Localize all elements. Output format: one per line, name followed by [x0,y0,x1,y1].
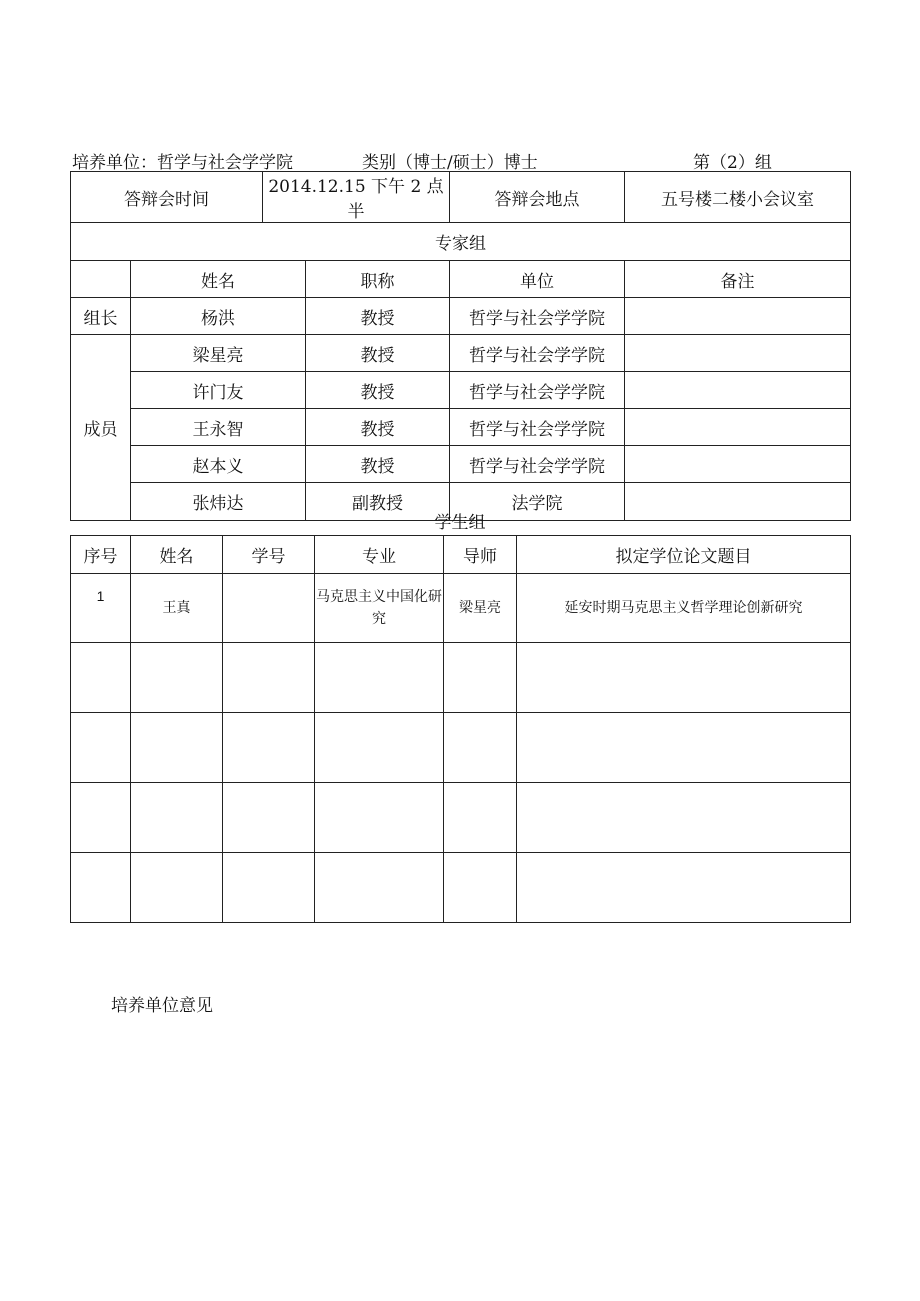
student-col-name: 姓名 [131,536,223,574]
group-label: 第（2）组 [693,153,772,173]
unit-line [72,148,293,173]
student-id [223,574,315,643]
empty-cell [223,853,315,923]
student-row [71,574,851,643]
empty-cell [444,643,517,713]
expert-title: 教授 [306,335,450,372]
student-row-empty [71,783,851,853]
student-col-no: 序号 [71,536,131,574]
expert-note [625,446,851,483]
expert-group-title: 专家组 [71,223,851,261]
expert-title: 教授 [306,409,450,446]
student-no: 1 [71,574,131,643]
student-name: 王真 [131,574,223,643]
expert-note [625,335,851,372]
defense-row [71,172,851,223]
empty-cell [71,713,131,783]
student-row-empty [71,853,851,923]
empty-cell [223,713,315,783]
empty-cell [444,713,517,783]
empty-cell [444,853,517,923]
expert-member-row [71,409,851,446]
expert-col-note: 备注 [625,261,851,298]
empty-cell [223,643,315,713]
student-advisor: 梁星亮 [444,574,517,643]
empty-cell [517,783,851,853]
student-col-id: 学号 [223,536,315,574]
expert-leader-row [71,298,851,335]
expert-name: 张炜达 [131,483,306,521]
expert-col-name: 姓名 [131,261,306,298]
empty-cell [517,853,851,923]
category-line [362,148,538,173]
empty-cell [131,643,223,713]
expert-unit: 哲学与社会学学院 [450,446,625,483]
unit-label: 培养单位： [72,153,157,173]
expert-member-row [71,372,851,409]
expert-note [625,409,851,446]
empty-cell [315,643,444,713]
student-header-row [71,536,851,574]
unit-value: 哲学与社会学学院 [157,153,293,173]
empty-cell [131,853,223,923]
expert-table [70,171,851,521]
student-col-major: 专业 [315,536,444,574]
defense-place-value: 五号楼二楼小会议室 [625,172,851,223]
expert-title: 教授 [306,298,450,335]
student-thesis: 延安时期马克思主义哲学理论创新研究 [517,574,851,643]
student-major: 马克思主义中国化研究 [315,574,444,643]
expert-header-row [71,261,851,298]
student-row-empty [71,713,851,783]
expert-name: 梁星亮 [131,335,306,372]
empty-cell [517,713,851,783]
defense-place-label: 答辩会地点 [450,172,625,223]
empty-cell [71,783,131,853]
expert-title: 教授 [306,372,450,409]
expert-unit: 哲学与社会学学院 [450,335,625,372]
expert-member-row [71,446,851,483]
student-table [70,535,851,923]
leader-label: 组长 [71,298,131,335]
category-label: 类别（博士/硕士） [362,153,504,173]
expert-note [625,372,851,409]
empty-cell [315,713,444,783]
expert-header-blank [71,261,131,298]
expert-unit: 哲学与社会学学院 [450,372,625,409]
expert-name: 许门友 [131,372,306,409]
expert-name: 王永智 [131,409,306,446]
defense-time-label: 答辩会时间 [71,172,263,223]
expert-unit: 哲学与社会学学院 [450,298,625,335]
empty-cell [131,783,223,853]
expert-name: 赵本义 [131,446,306,483]
empty-cell [223,783,315,853]
expert-note [625,298,851,335]
expert-unit: 哲学与社会学学院 [450,409,625,446]
expert-col-title: 职称 [306,261,450,298]
empty-cell [71,853,131,923]
empty-cell [444,783,517,853]
student-col-thesis: 拟定学位论文题目 [517,536,851,574]
student-col-advisor: 导师 [444,536,517,574]
expert-title: 副教授 [306,483,450,521]
expert-col-unit: 单位 [450,261,625,298]
empty-cell [315,783,444,853]
expert-member-row [71,335,851,372]
student-row-empty [71,643,851,713]
empty-cell [131,713,223,783]
defense-time-value: 2014.12.15 下午 2 点半 [263,172,450,223]
unit-opinion-label: 培养单位意见 [111,996,213,1016]
expert-name: 杨洪 [131,298,306,335]
member-label: 成员 [71,335,131,521]
empty-cell [71,643,131,713]
empty-cell [315,853,444,923]
category-value: 博士 [503,153,538,173]
expert-unit: 法学院 [450,483,625,521]
expert-title: 教授 [306,446,450,483]
student-group-title: 学生组 [434,513,486,533]
empty-cell [517,643,851,713]
